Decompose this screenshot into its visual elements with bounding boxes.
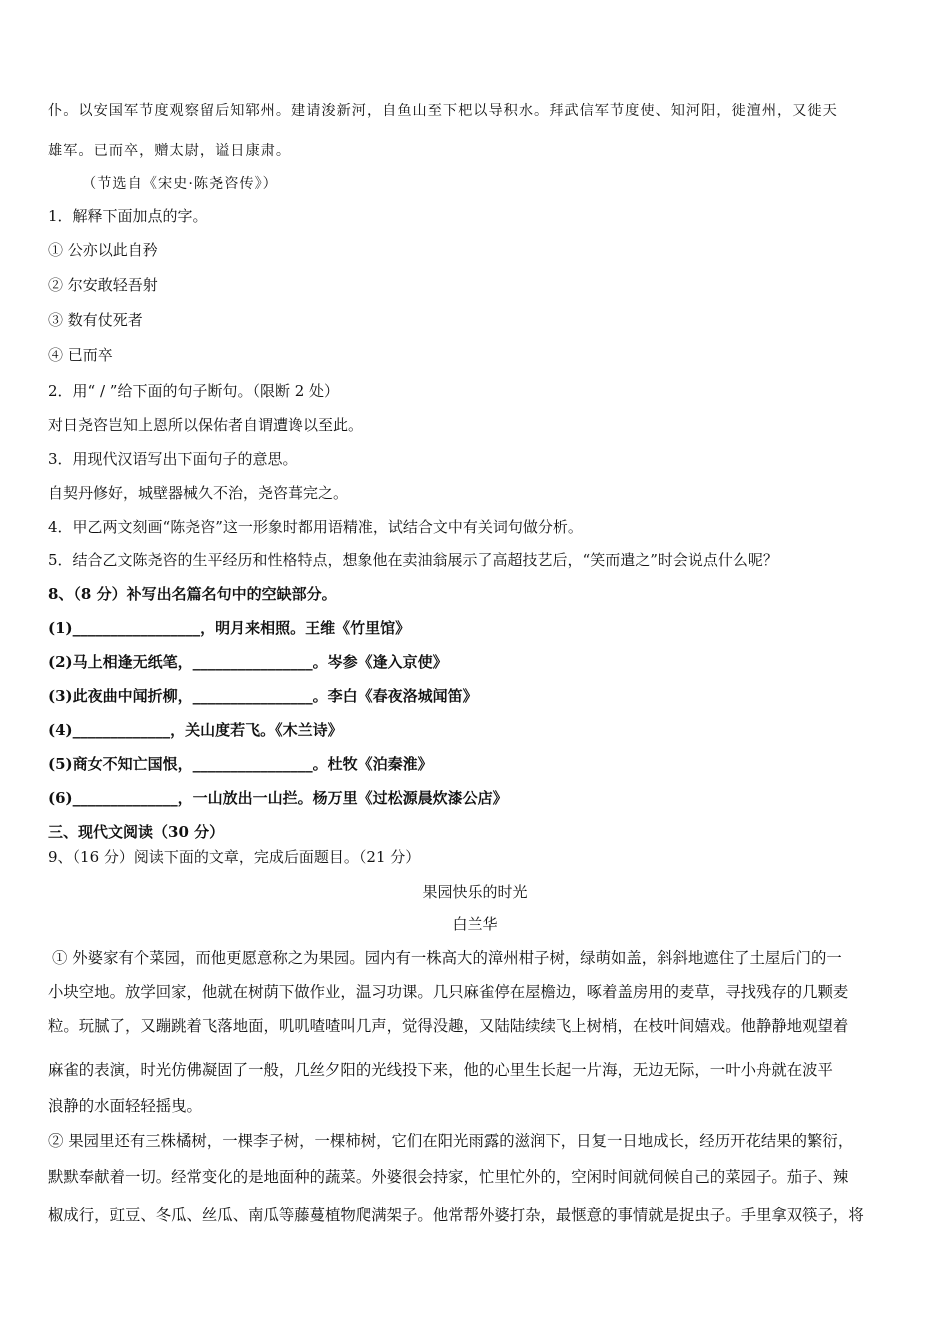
fill-blank-item: (3)此夜曲中闻折柳，________________。李白《春夜洛城闻笛》: [48, 687, 478, 705]
question-3: 3．用现代汉语写出下面句子的意思。: [48, 450, 298, 468]
paragraph-line: 默默奉献着一切。经常变化的是地面种的蔬菜。外婆很会持家，忙里忙外的，空闲时间就伺候自己的菜园子。茄子、辣: [48, 1168, 849, 1186]
paragraph-line: ② 果园里还有三株橘树，一棵李子树，一棵柿树，它们在阳光雨露的滋润下，日复一日地成长，经历开花结果的繁衍，: [48, 1132, 854, 1150]
article-author: 白兰华: [452, 915, 498, 933]
question-8-heading: 8、（8 分）补写出名篇名句中的空缺部分。: [48, 585, 337, 603]
article-title: 果园快乐的时光: [422, 883, 528, 901]
paragraph-line: 麻雀的表演，时光仿佛凝固了一般，几丝夕阳的光线投下来，他的心里生长起一片海，无边无际，一叶小舟就在波平: [48, 1061, 833, 1079]
question-5: 5．结合乙文陈尧咨的生平经历和性格特点，想象他在卖油翁展示了高超技艺后，“笑而遣之”时会说点什么呢？: [48, 551, 778, 569]
question-1-item: ② 尔安敢轻吾射: [48, 276, 158, 294]
fill-blank-item: (4)_____________，关山度若飞。《木兰诗》: [48, 721, 343, 739]
question-9: 9、（16 分）阅读下面的文章，完成后面题目。（21 分）: [48, 848, 421, 866]
paragraph-line: 粒。玩腻了，又蹦跳着飞落地面，叽叽喳喳叫几声，觉得没趣，又陆陆续续飞上树梢，在枝叶间嬉戏。他静静地观望着: [48, 1017, 849, 1035]
passage-line: 雄军。已而卒，赠太尉，谥日康肃。: [48, 143, 292, 159]
fill-blank-item: (6)______________，一山放出一山拦。杨万里《过松源晨炊漆公店》: [48, 789, 508, 807]
question-1-item: ④ 已而卒: [48, 346, 113, 364]
fill-blank-item: (1)_________________，明月来相照。王维《竹里馆》: [48, 619, 411, 637]
section-heading: 三、现代文阅读（30 分）: [48, 823, 225, 841]
fill-blank-item: (2)马上相逢无纸笔，________________。岑参《逢入京使》: [48, 653, 448, 671]
question-3-sentence: 自契丹修好，城壁器械久不治，尧咨葺完之。: [48, 484, 349, 502]
question-1: 1．解释下面加点的字。: [48, 207, 208, 225]
question-2-sentence: 对日尧咨岂知上恩所以保佑者自谓遭谗以至此。: [48, 416, 364, 434]
paragraph-line: 椒成行，豇豆、冬瓜、丝瓜、南瓜等藤蔓植物爬满架子。他常帮外婆打杂，最惬意的事情就是捉虫子。手里拿双筷子，将: [48, 1206, 864, 1224]
paragraph-line: 小块空地。放学回家，他就在树荫下做作业，温习功课。几只麻雀停在屋檐边，啄着盖房用的麦草，寻找残存的几颗麦: [48, 983, 849, 1001]
question-4: 4．甲乙两文刻画“陈尧咨”这一形象时都用语精准，试结合文中有关词句做分析。: [48, 518, 583, 536]
paragraph-line: 浪静的水面轻轻摇曳。: [48, 1097, 202, 1115]
question-1-item: ① 公亦以此自矜: [48, 241, 158, 259]
question-2: 2．用“ / ”给下面的句子断句。（限断 2 处）: [48, 382, 340, 400]
source-note: （节选自《宋史·陈尧咨传》）: [82, 176, 278, 192]
paragraph-line: ① 外婆家有个菜园，而他更愿意称之为果园。园内有一株高大的漳州柑子树，绿萌如盖，斜斜地遮住了土屋后门的一: [52, 949, 842, 967]
question-1-item: ③ 数有仗死者: [48, 311, 143, 329]
passage-line: 仆。以安国军节度观察留后知郓州。建请浚新河，自鱼山至下杷以导积水。拜武信军节度使、知河阳，徙澶州，又徙天: [48, 103, 838, 119]
fill-blank-item: (5)商女不知亡国恨，________________。杜牧《泊秦淮》: [48, 755, 433, 773]
